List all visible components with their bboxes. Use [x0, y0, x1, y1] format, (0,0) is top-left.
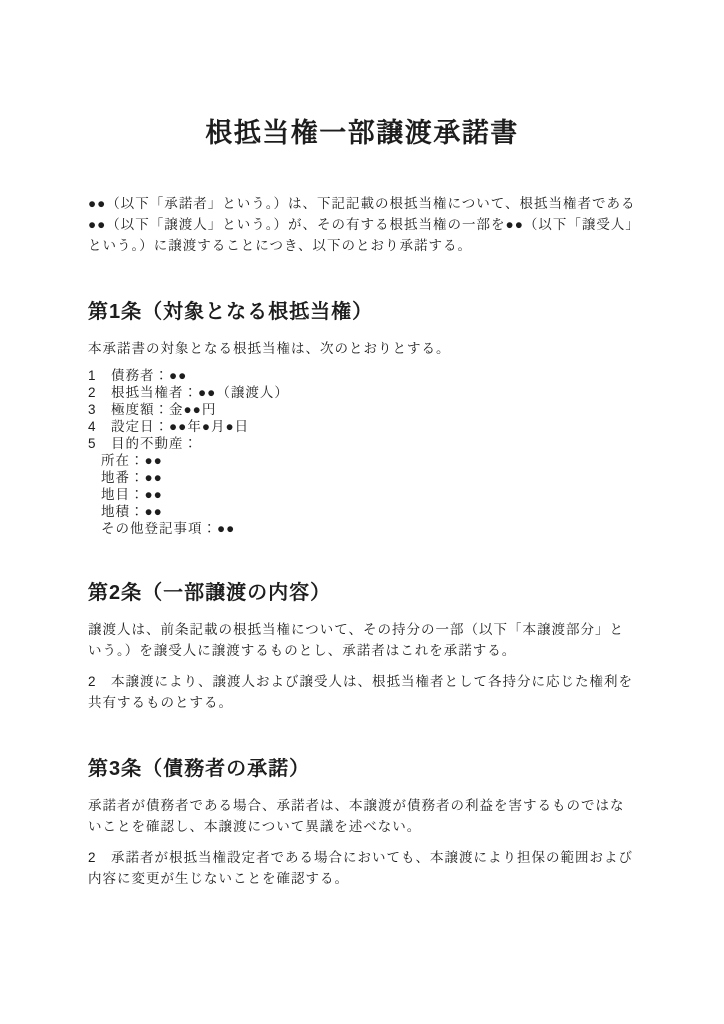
- article-3: [88, 757, 636, 889]
- article-3-paragraph-2: 2 承諾者が根抵当権設定者である場合においても、本譲渡により担保の範囲および内容に変更が生じないことを確認する。: [88, 850, 634, 886]
- document-title: 根抵当権一部譲渡承諾書: [205, 118, 519, 148]
- mortgage-details-list: [88, 367, 636, 537]
- article-1-lead-paragraph: 本承諾書の対象となる根抵当権は、次のとおりとする。: [88, 341, 451, 356]
- detail-subitem-lot-number: 地番：●●: [101, 470, 163, 485]
- article-3-heading: 第3条（債務者の承諾）: [88, 758, 311, 780]
- detail-item-registration-date: 4 設定日：●●年●月●日: [88, 419, 250, 434]
- detail-subitem-land-category: 地目：●●: [101, 487, 163, 502]
- article-1-heading: 第1条（対象となる根抵当権）: [88, 301, 374, 323]
- detail-item-target-property: 5 目的不動産：: [88, 436, 199, 451]
- article-2: [88, 581, 636, 713]
- detail-item-mortgagee: 2 根抵当権者：●●（譲渡人）: [88, 385, 289, 400]
- detail-item-debtor: 1 債務者：●●: [88, 368, 188, 383]
- article-2-heading: 第2条（一部譲渡の内容）: [88, 582, 332, 604]
- detail-subitem-other-registry-matters: その他登記事項：●●: [101, 521, 236, 536]
- article-2-paragraph-1: 譲渡人は、前条記載の根抵当権について、その持分の一部（以下「本譲渡部分」という。）を譲受人に譲渡するものとし、承諾者はこれを承諾する。: [88, 622, 624, 658]
- article-1: [88, 300, 636, 537]
- detail-subitem-location: 所在：●●: [101, 453, 163, 468]
- article-2-paragraph-2: 2 本譲渡により、譲渡人および譲受人は、根抵当権者として各持分に応じた権利を共有するものとする。: [88, 674, 634, 710]
- intro-paragraph: ●●（以下「承諾者」という。）は、下記記載の根抵当権について、根抵当権者である●●（以下「譲渡人」という。）が、その有する根抵当権の一部を●●（以下「譲受人」という。）に譲渡することにつき、以下のとおり承諾する。: [88, 196, 636, 253]
- detail-subitem-land-area: 地積：●●: [101, 504, 163, 519]
- detail-item-maximum-amount: 3 極度額：金●●円: [88, 402, 217, 417]
- article-3-paragraph-1: 承諾者が債務者である場合、承諾者は、本譲渡が債務者の利益を害するものではないことを確認し、本譲渡について異議を述べない。: [88, 798, 625, 834]
